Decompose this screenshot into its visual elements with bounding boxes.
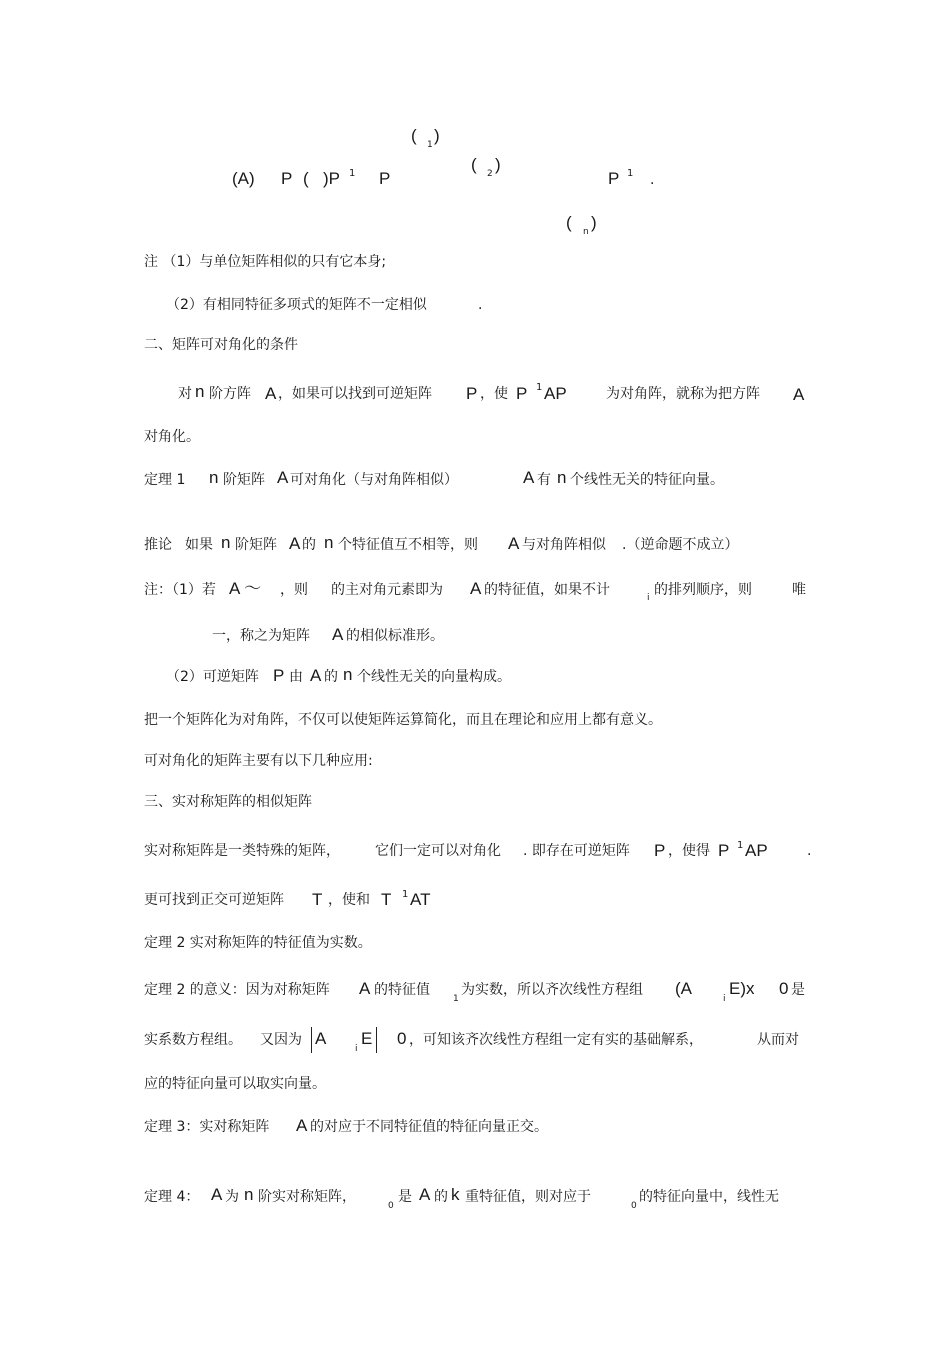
paren-close-1: ): [434, 126, 440, 145]
thm4-sub-0b: 0: [631, 1201, 637, 1211]
thm2m-zero2: 0: [397, 1029, 407, 1048]
def-a2: A: [793, 385, 805, 404]
sym-ap: AP: [745, 841, 768, 860]
thm4-text-d: 是: [398, 1189, 412, 1205]
sym-dot: .: [807, 843, 812, 859]
note2-n: n: [343, 665, 353, 684]
thm1-text-d: 个线性无关的特征向量。: [570, 472, 724, 488]
sym-text-f: ，使和: [328, 892, 370, 908]
note2-a3: A: [332, 625, 344, 644]
cor-text-d: 个特征值互不相等，则: [338, 537, 478, 553]
sym-text-d: ，使得: [668, 843, 710, 859]
def-text-c: ，如果可以找到可逆矩阵: [278, 386, 432, 402]
formula-rhs-sup: 1: [627, 168, 634, 179]
cor-n2: n: [324, 533, 334, 552]
thm2m-text-i: 应的特征向量可以取实向量。: [144, 1076, 326, 1092]
cor-a1: A: [289, 534, 301, 553]
note-2: （2）有相同特征多项式的矩阵不一定相似: [166, 297, 427, 313]
sym-text-c: . 即存在可逆矩阵: [523, 843, 630, 859]
note2-text-d: 的特征值，如果不计: [484, 582, 610, 598]
note2-text-e: 的排列顺序，则: [654, 582, 752, 598]
thm1-n: n: [209, 468, 219, 487]
paren-open-n: (: [566, 213, 572, 232]
thm1-a2: A: [523, 468, 535, 487]
note2-a-sim: A ～: [229, 579, 262, 598]
formula-mid-p: P: [379, 169, 391, 188]
note2-p2-d: 个线性无关的向量构成。: [357, 669, 511, 685]
thm2m-text-h: 从而对: [757, 1032, 799, 1048]
thm2m-text-c: 为实数，所以齐次线性方程组: [461, 982, 643, 998]
thm1-text-c: 有: [537, 472, 551, 488]
determinant-bar-right: [376, 1027, 377, 1053]
note-1: 注 （1）与单位矩阵相似的只有它本身;: [144, 254, 387, 270]
def-text-e: 为对角阵，就称为把方阵: [606, 386, 760, 402]
note2-text-a: 注：（1）若: [144, 582, 216, 598]
note2-p: P: [273, 666, 285, 685]
def-text-b: 阶方阵: [209, 386, 251, 402]
formula-dot: .: [650, 172, 655, 188]
paren-close-n: ): [591, 213, 597, 232]
sym-text-a: 实对称矩阵是一类特殊的矩阵，: [144, 843, 340, 859]
cor-text-c: 的: [302, 537, 316, 553]
formula-label: (A): [232, 169, 255, 188]
sym-text-e: 更可找到正交可逆矩阵: [144, 892, 284, 908]
formula-sup: 1: [349, 168, 356, 179]
determinant-bar-left: [311, 1027, 312, 1053]
formula-rhs-p: P: [608, 169, 620, 188]
thm4-a2: A: [419, 1185, 431, 1204]
thm1-text-a: 阶矩阵: [223, 472, 265, 488]
thm4-text-g: 的特征向量中，线性无: [639, 1189, 779, 1205]
cor-text-f: .（逆命题不成立）: [622, 537, 739, 553]
lambda-1-subscript: 1: [427, 140, 433, 150]
thm2m-zero: 0: [779, 979, 789, 998]
note2-a2: A: [470, 579, 482, 598]
paren-open-1: (: [411, 126, 417, 145]
thm2m-e-x: E)x: [729, 979, 755, 998]
note2-text-f: 唯: [792, 582, 806, 598]
paragraph-1: 把一个矩阵化为对角阵，不仅可以使矩阵运算简化，而且在理论和应用上都有意义。: [144, 712, 662, 728]
thm3-a: A: [296, 1116, 308, 1135]
cor-text-b: 阶矩阵: [235, 537, 277, 553]
lambda-n-subscript: n: [583, 227, 589, 237]
note2-sub-i: i: [647, 593, 650, 603]
def-a1: A: [265, 384, 277, 403]
sym-sup-1: 1: [737, 840, 744, 851]
def-text-f: 对角化。: [144, 429, 200, 445]
thm2m-text-d: 是: [791, 982, 805, 998]
thm2m-text-f: 又因为: [260, 1032, 302, 1048]
section-2-title: 二、矩阵可对角化的条件: [144, 337, 298, 353]
sym-t1: T: [312, 890, 323, 909]
sym-p1: P: [654, 841, 666, 860]
cor-text-a: 如果: [185, 537, 213, 553]
note2-p2-b: 由: [289, 669, 303, 685]
thm4-n: n: [244, 1185, 254, 1204]
paragraph-2: 可对角化的矩阵主要有以下几种应用:: [144, 753, 373, 769]
thm3-text-b: 的对应于不同特征值的特征向量正交。: [310, 1119, 548, 1135]
thm2m-text-g: ，可知该齐次线性方程组一定有实的基础解系，: [409, 1032, 703, 1048]
thm4-a1: A: [211, 1185, 223, 1204]
sym-at: AT: [410, 890, 431, 909]
thm1-label: 定理 1: [144, 472, 186, 488]
formula-p: P: [281, 169, 293, 188]
def-text-a: 对: [178, 386, 192, 402]
paren-open-2: (: [471, 155, 477, 174]
sym-p2: P: [718, 841, 730, 860]
thm4-text-f: 重特征值，则对应于: [465, 1189, 591, 1205]
thm2m-a1: A: [359, 979, 371, 998]
thm3-text-a: 定理 3：实对称矩阵: [144, 1119, 270, 1135]
section-3-title: 三、实对称矩阵的相似矩阵: [144, 794, 312, 810]
thm2m-sub-i2: i: [355, 1044, 358, 1054]
lambda-2-subscript: 2: [487, 169, 493, 179]
thm1-text-b: 可对角化（与对角阵相似）: [290, 472, 458, 488]
thm4-sub-0: 0: [388, 1201, 394, 1211]
cor-a2: A: [508, 534, 520, 553]
note2-text-g: 一，称之为矩阵: [212, 628, 310, 644]
formula-paren-close-p: )P: [323, 169, 340, 188]
note2-text-c: 的主对角元素即为: [331, 582, 443, 598]
def-text-d: ，使: [480, 386, 508, 402]
paren-close-2: ): [495, 155, 501, 174]
cor-label: 推论: [144, 537, 172, 553]
sym-t2: T: [381, 890, 392, 909]
thm2m-text-b: 的特征值: [374, 982, 430, 998]
thm4-text-c: 阶实对称矩阵，: [258, 1189, 356, 1205]
note-2-end: .: [478, 297, 483, 313]
thm2m-a2: A: [315, 1029, 327, 1048]
thm4-text-b: 为: [225, 1189, 239, 1205]
note2-text-b: ，则: [280, 582, 308, 598]
thm4-k: k: [451, 1185, 460, 1204]
formula-lambda-paren: (: [303, 169, 309, 188]
def-p2: P: [516, 384, 528, 403]
thm2-statement: 定理 2 实对称矩阵的特征值为实数。: [144, 935, 372, 951]
thm2m-e2: E: [361, 1029, 373, 1048]
note2-a4: A: [310, 666, 322, 685]
thm2m-text-e: 实系数方程组。: [144, 1032, 242, 1048]
cor-n: n: [221, 533, 231, 552]
thm1-n2: n: [557, 468, 567, 487]
thm1-a1: A: [277, 468, 289, 487]
def-sup: 1: [536, 382, 543, 393]
thm2m-text-a: 定理 2 的意义：因为对称矩阵: [144, 982, 330, 998]
thm4-text-e: 的: [434, 1189, 448, 1205]
def-p1: P: [466, 384, 478, 403]
def-ap: AP: [544, 384, 567, 403]
thm2m-sub-1: 1: [453, 994, 459, 1004]
note2-text-h: 的相似标准形。: [346, 628, 444, 644]
cor-text-e: 与对角阵相似: [522, 537, 606, 553]
note2-p2-a: （2）可逆矩阵: [166, 669, 259, 685]
thm2m-paren-a: (A: [675, 979, 692, 998]
def-n: n: [195, 382, 205, 401]
thm4-text-a: 定理 4：: [144, 1189, 200, 1205]
note2-p2-c: 的: [324, 669, 338, 685]
sym-text-b: 它们一定可以对角化: [375, 843, 501, 859]
sym-sup-2: 1: [402, 889, 409, 900]
thm2m-sub-i: i: [723, 994, 726, 1004]
